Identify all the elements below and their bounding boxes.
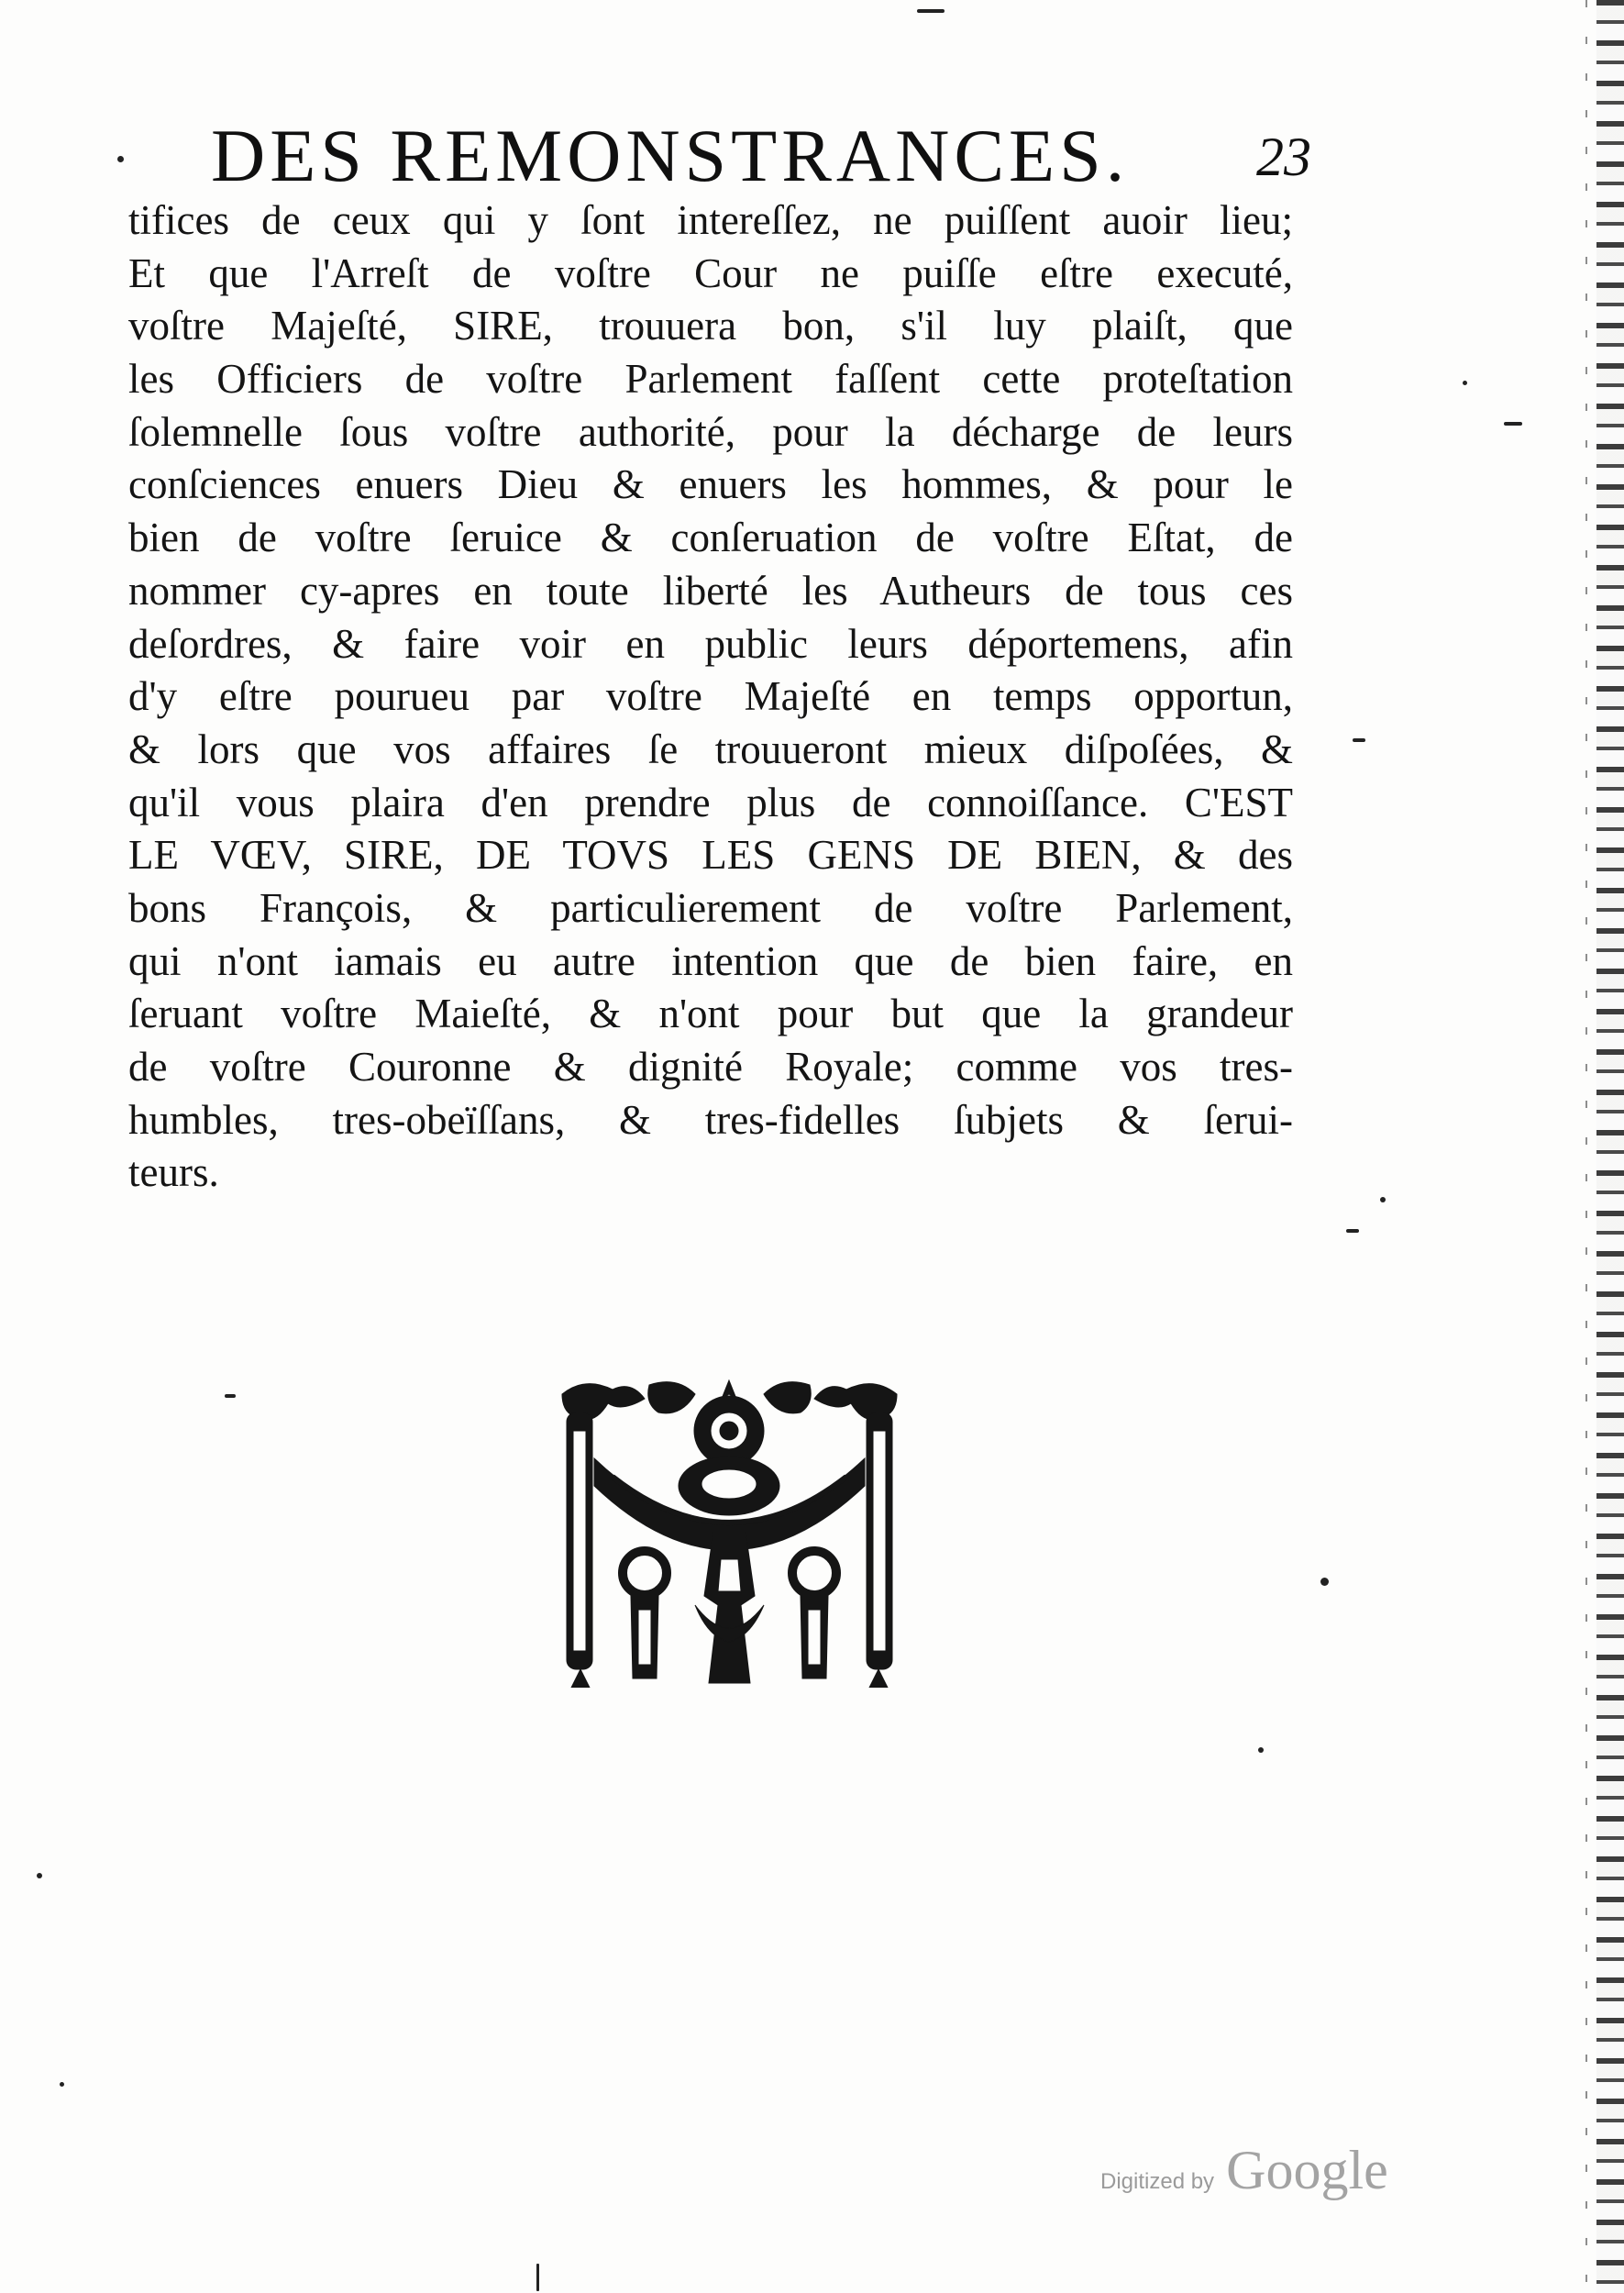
text-line: bons François, & particulierement de voſtre Parlement, (128, 884, 1293, 931)
digitization-watermark (1100, 2139, 1449, 2212)
google-wordmark: Google (1226, 2140, 1388, 2200)
scan-speck (536, 2264, 539, 2291)
text-line: teurs. (128, 1149, 219, 1196)
page-number: 23 (1256, 127, 1311, 187)
binding-shadow (1585, 0, 1587, 2293)
digitized-by-label: Digitized by (1100, 2169, 1215, 2194)
text-line: Et que l'Arreſt de voſtre Cour ne puiſſe eſtre executé, (128, 249, 1293, 296)
text-line: ſeruant voſtre Maieſté, & n'ont pour but que la grandeur (128, 991, 1293, 1037)
text-line: bien de voſtre ſeruice & conſeruation de voſtre Eſtat, de (128, 515, 1293, 561)
body-text (128, 194, 1293, 1200)
central-pendant (704, 1532, 755, 1683)
text-line: ſolemnelle ſous voſtre authorité, pour la décharge de leurs (128, 408, 1293, 455)
right-ring (792, 1551, 836, 1595)
text-line: qu'il vous plaira d'en prendre plus de connoiſſance. C'EST (128, 779, 1293, 825)
running-head (211, 110, 1311, 202)
scan-speck (1258, 1747, 1264, 1753)
text-line: LE VŒV, SIRE, DE TOVS LES GENS DE BIEN, & des (128, 832, 1293, 879)
scan-speck (1463, 381, 1467, 385)
scan-speck (60, 2082, 64, 2087)
text-line: les Officiers de voſtre Parlement faſſent cette proteſtation (128, 356, 1293, 403)
printers-ornament (558, 1376, 901, 1688)
text-line: nommer cy-apres en toute liberté les Autheurs de tous ces (128, 567, 1293, 614)
text-line: humbles, tres-obeïſſans, & tres-fidelles ſubjets & ſerui- (128, 1096, 1293, 1143)
text-line: voſtre Majeſté, SIRE, trouuera bon, s'il luy plaiſt, que (128, 303, 1293, 349)
scan-speck (37, 1873, 42, 1878)
scan-speck (1504, 422, 1522, 426)
text-line: d'y eſtre pourueu par voſtre Majeſté en temps opportun, (128, 673, 1293, 720)
foliage-center-right (764, 1382, 811, 1413)
left-ring (623, 1551, 667, 1595)
text-line: qui n'ont iamais eu autre intention que de bien faire, en (128, 937, 1293, 984)
scan-speck (1320, 1578, 1329, 1586)
text-line: de voſtre Couronne & dignité Royale; comme vos tres- (128, 1044, 1293, 1090)
scan-speck (117, 156, 124, 162)
scan-speck (1380, 1197, 1386, 1202)
running-title: DES REMONSTRANCES. (211, 114, 1130, 197)
scan-speck (917, 9, 945, 13)
text-line: & lors que vos affaires ſe trouueront mieux diſpoſées, & (128, 726, 1293, 772)
text-line: conſciences enuers Dieu & enuers les hommes, & pour le (128, 461, 1293, 508)
text-line: deſordres, & faire voir en public leurs déportemens, afin (128, 620, 1293, 667)
binding-edge (1596, 0, 1624, 2293)
foliage-center-left (648, 1382, 695, 1413)
scan-speck (1346, 1229, 1359, 1233)
scan-speck (1353, 738, 1365, 742)
text-line: tifices de ceux qui y ſont intereſſez, ne puiſſent auoir lieu; (128, 197, 1293, 243)
scan-speck (225, 1394, 236, 1398)
